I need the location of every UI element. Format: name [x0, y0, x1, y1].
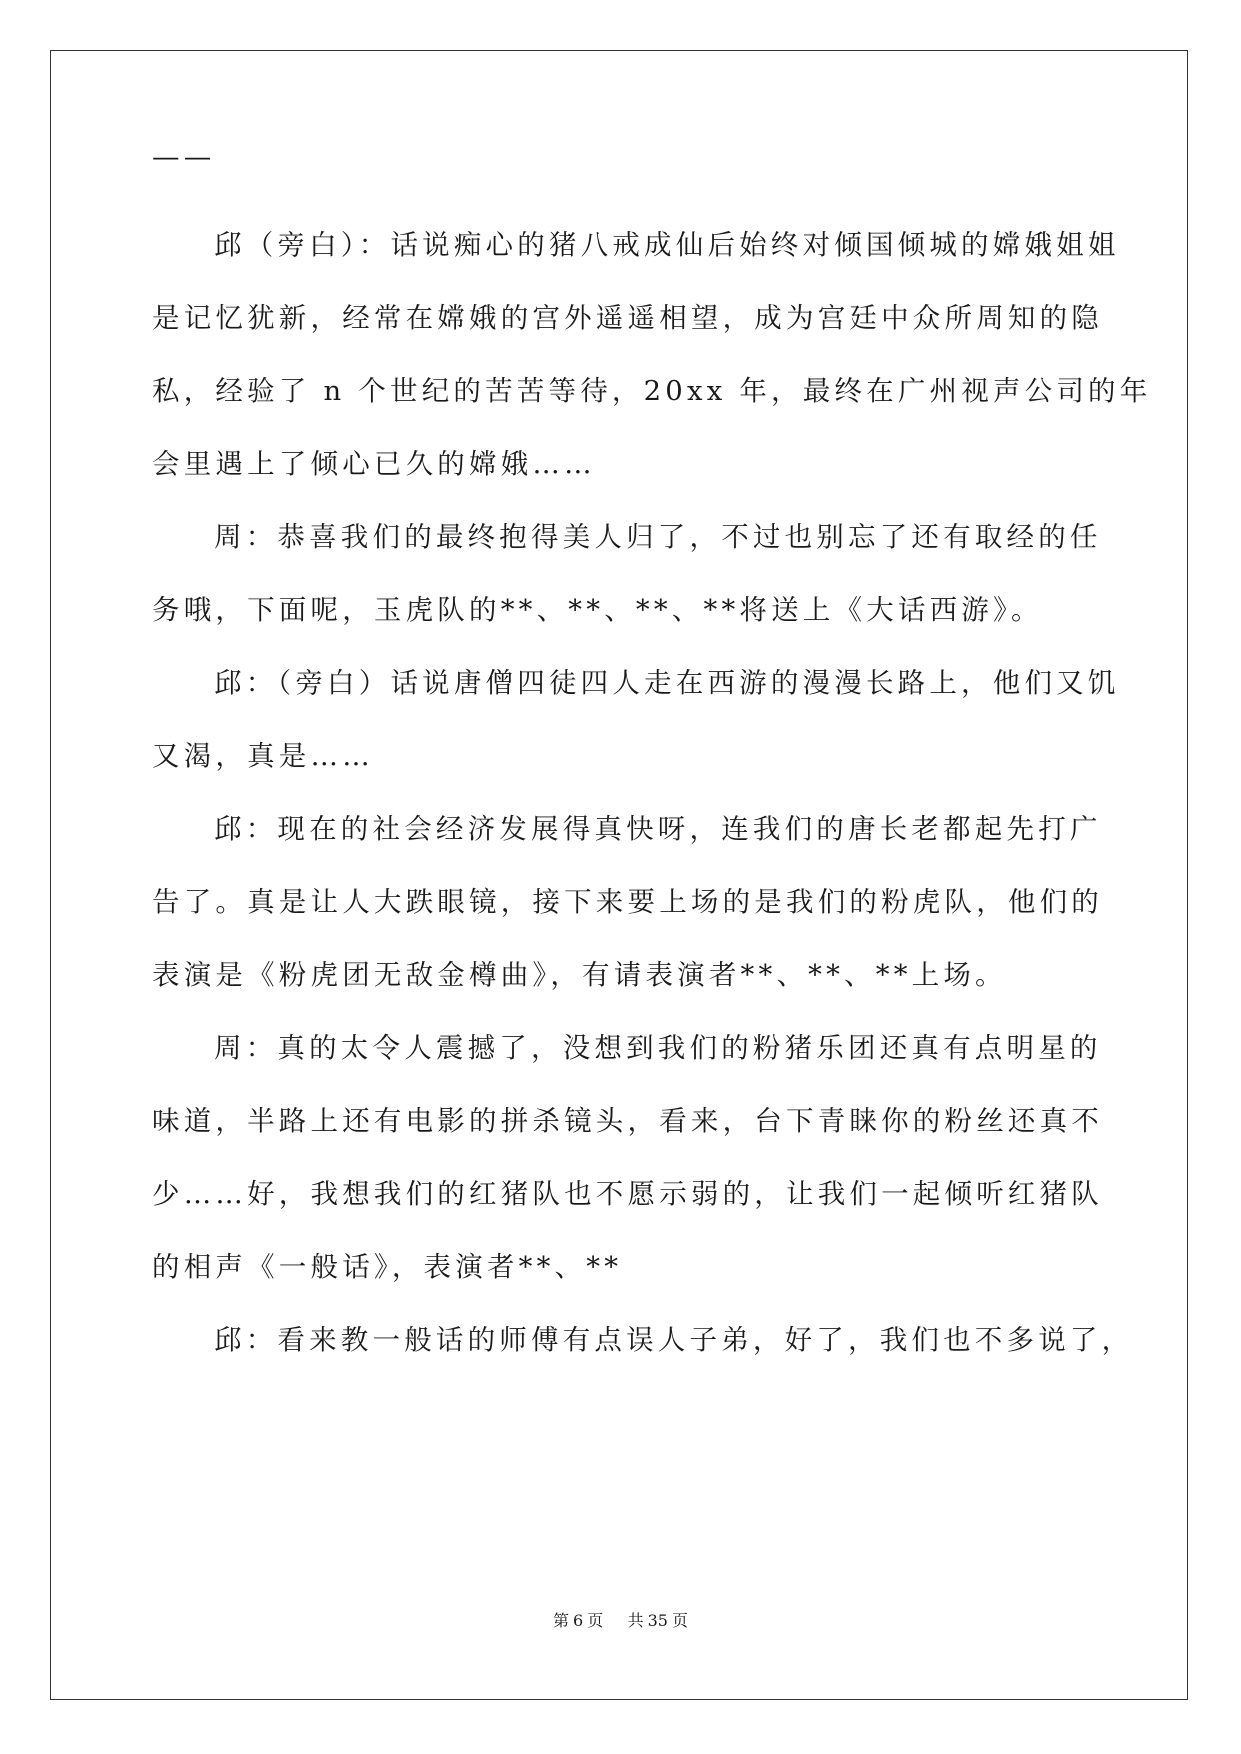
- text-line: 味道，半路上还有电影的拼杀镜头，看来，台下青睐你的粉丝还真不: [152, 1105, 1103, 1137]
- total-pages: 35: [647, 1611, 668, 1630]
- text-line: 告了。真是让人大跌眼镜，接下来要上场的是我们的粉虎队，他们的: [152, 886, 1103, 918]
- text-line: 邱（旁白）：话说痴心的猪八戒成仙后始终对倾国倾城的嫦娥姐姐: [214, 229, 1120, 261]
- text-line: 又渴，真是……: [152, 740, 374, 772]
- text-line: 是记忆犹新，经常在嫦娥的宫外遥遥相望，成为宫廷中众所周知的隐: [152, 302, 1103, 334]
- text-line: 周：真的太令人震撼了，没想到我们的粉猪乐团还真有点明星的: [214, 1032, 1102, 1064]
- text-line: 周：恭喜我们的最终抱得美人归了，不过也别忘了还有取经的任: [214, 521, 1102, 553]
- page-footer: [0, 1608, 1241, 1631]
- text-line: 邱：现在的社会经济发展得真快呀，连我们的唐长老都起先打广: [214, 813, 1102, 845]
- total-prefix: 共: [627, 1611, 644, 1630]
- page-prefix: 第: [553, 1611, 570, 1630]
- text-line: ——: [152, 141, 216, 173]
- text-line: 表演是《粉虎团无敌金樽曲》，有请表演者**、**、**上场。: [152, 959, 1007, 991]
- total-suffix: 页: [671, 1611, 688, 1630]
- page-number: 6: [573, 1611, 584, 1630]
- page-frame: [50, 50, 1188, 1700]
- text-line: 邱：看来教一般话的师傅有点误人子弟，好了，我们也不多说了，: [214, 1324, 1134, 1356]
- text-line: 少……好，我想我们的红猪队也不愿示弱的，让我们一起倾听红猪队: [152, 1178, 1103, 1210]
- text-line: 会里遇上了倾心已久的嫦娥……: [152, 448, 596, 480]
- text-line: 务哦，下面呢，玉虎队的**、**、**、**将送上《大话西游》。: [152, 594, 1043, 626]
- text-line: 邱：（旁白）话说唐僧四徒四人走在西游的漫漫长路上，他们又饥: [214, 667, 1120, 699]
- page-suffix: 页: [587, 1611, 604, 1630]
- text-line: 的相声《一般话》，表演者**、**: [152, 1251, 623, 1283]
- text-line: 私，经验了 n 个世纪的苦苦等待，20xx 年，最终在广州视声公司的年: [152, 375, 1152, 407]
